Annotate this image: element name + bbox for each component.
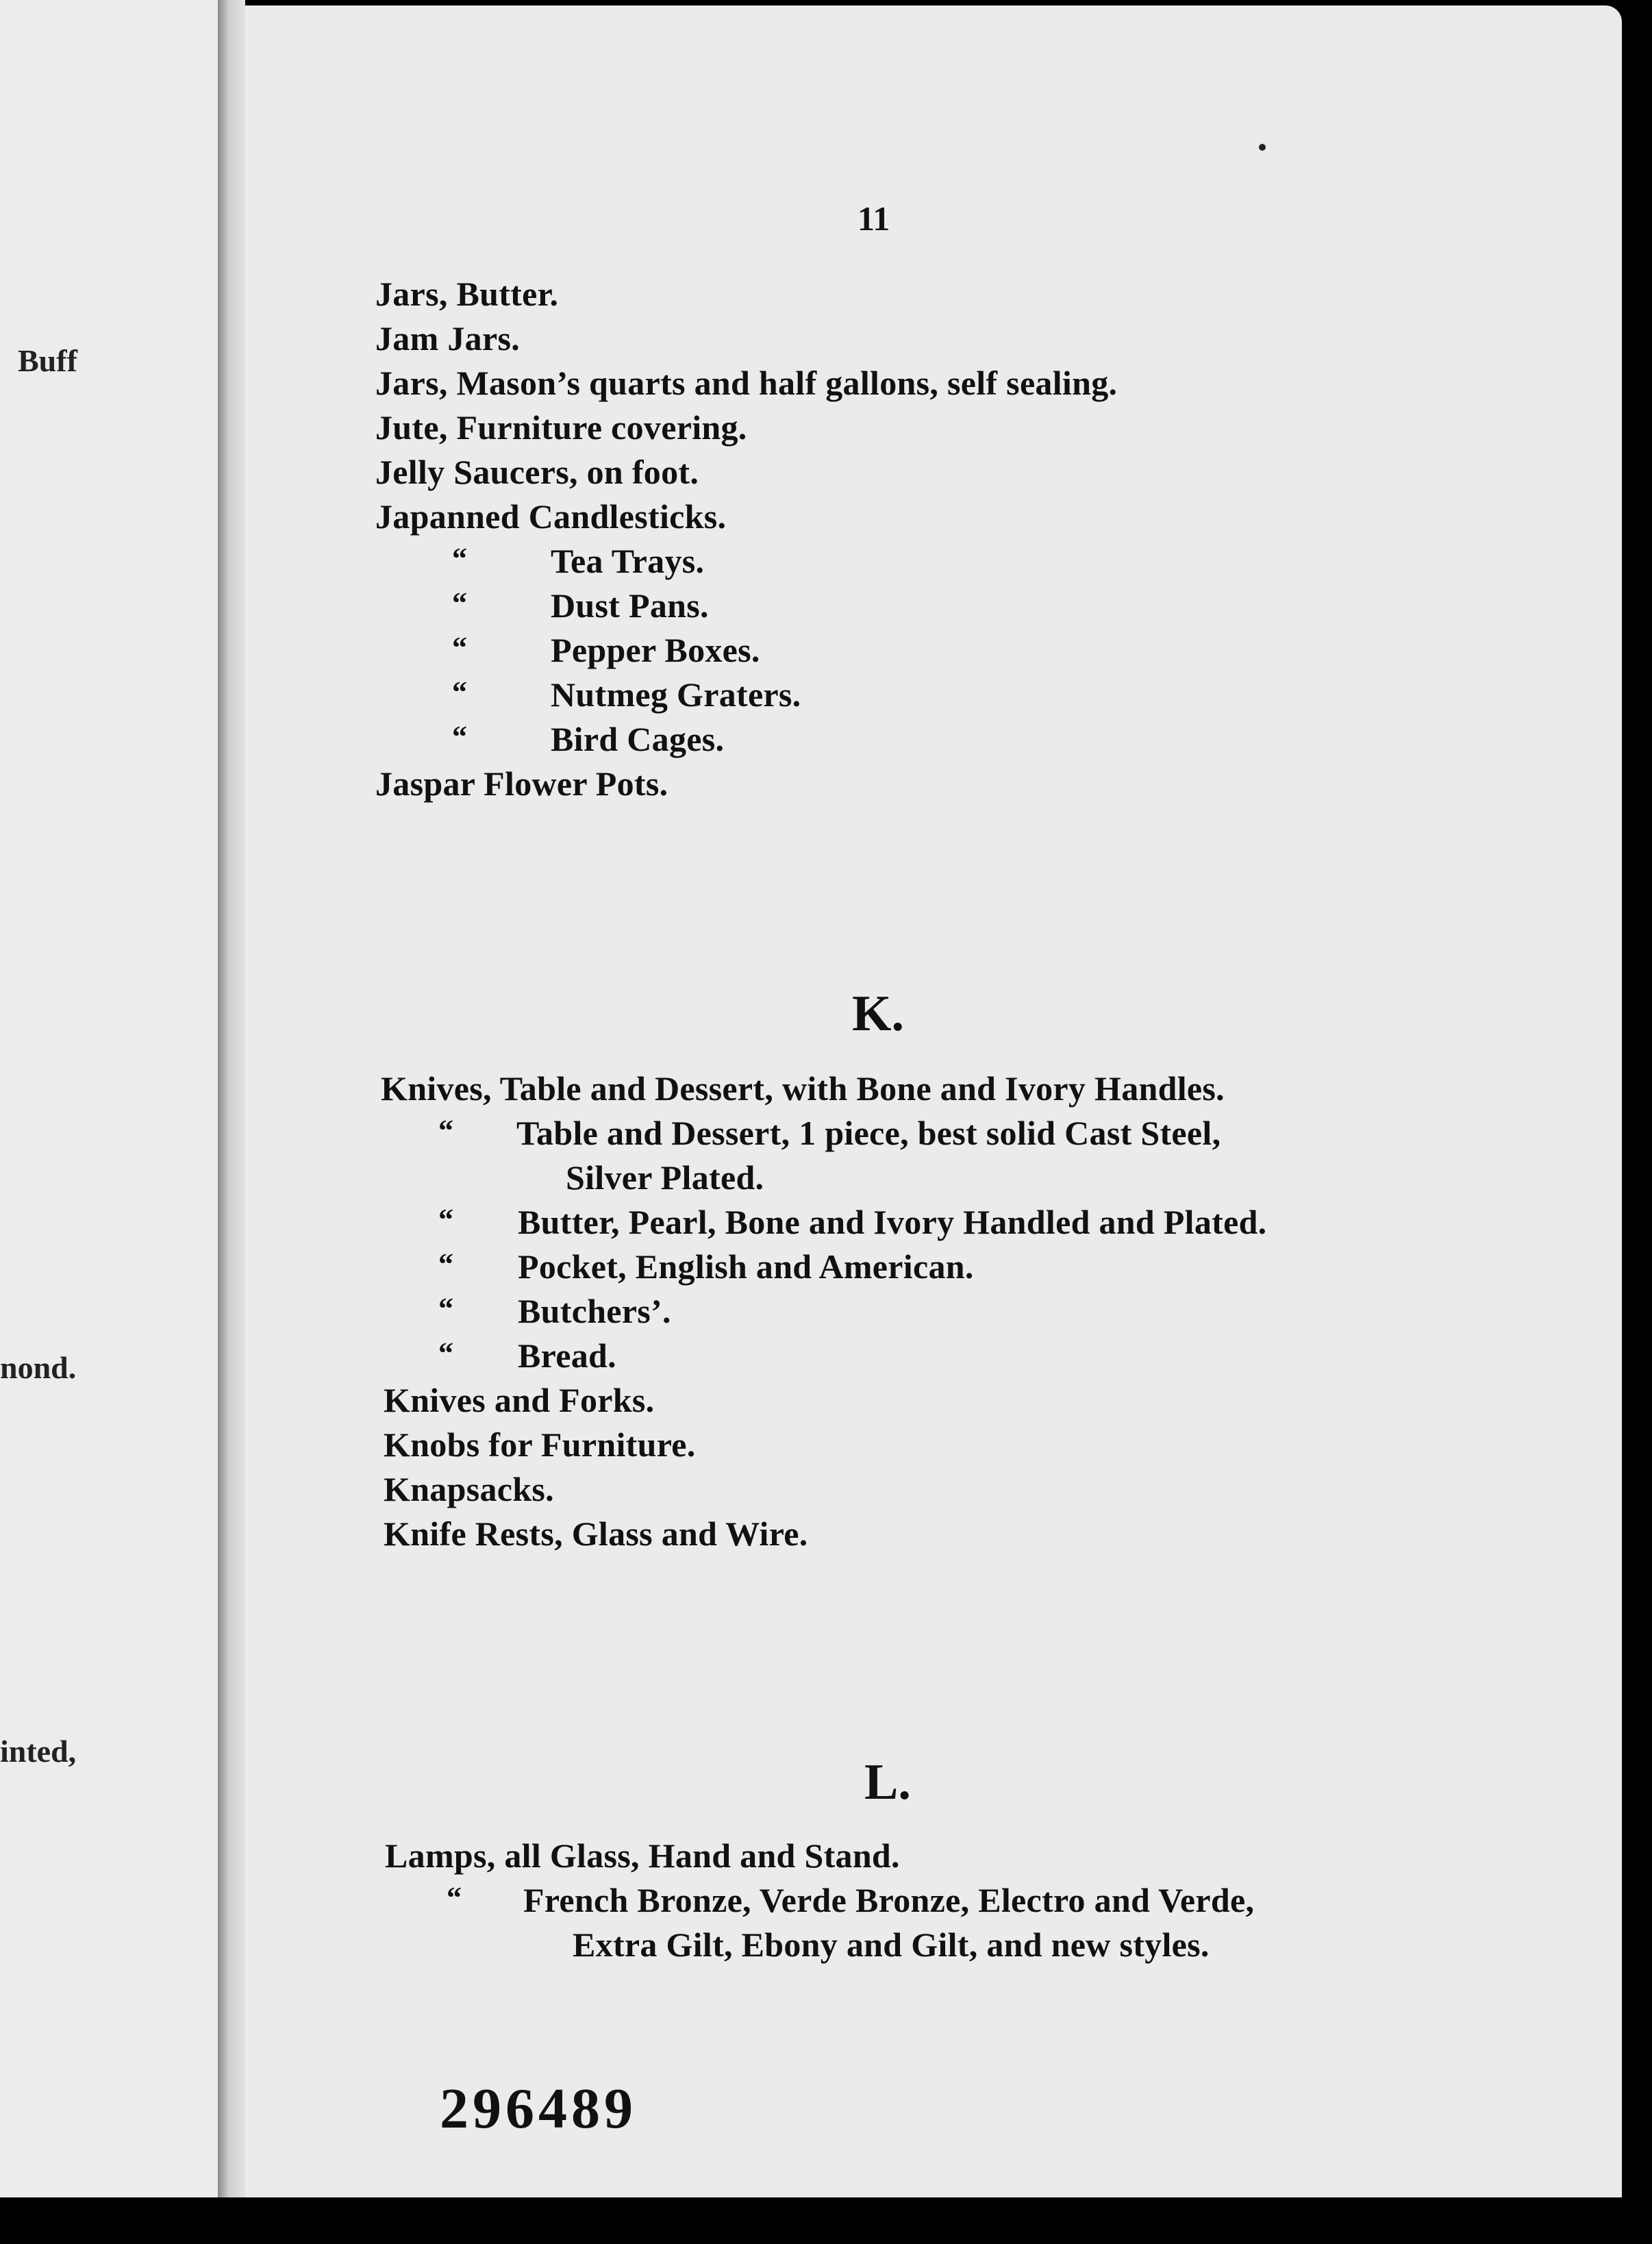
list-item-continuation: Extra Gilt, Ebony and Gilt, and new styles. bbox=[573, 1925, 1210, 1964]
ditto-mark: “ bbox=[438, 1292, 453, 1325]
list-item: Knapsacks. bbox=[384, 1470, 554, 1508]
left-margin-fragment: Buff bbox=[18, 343, 77, 378]
list-item: Knobs for Furniture. bbox=[384, 1425, 696, 1464]
ink-speck bbox=[1259, 144, 1266, 151]
list-item: Knives and Forks. bbox=[384, 1381, 655, 1419]
left-margin-fragment: inted, bbox=[0, 1734, 77, 1769]
ditto-mark: “ bbox=[452, 675, 467, 709]
ditto-mark: “ bbox=[447, 1881, 462, 1915]
list-item: Pepper Boxes. bbox=[551, 631, 760, 669]
list-item: Lamps, all Glass, Hand and Stand. bbox=[385, 1836, 900, 1875]
section-letter-k: K. bbox=[852, 986, 905, 1042]
ditto-mark: “ bbox=[438, 1114, 453, 1147]
page-number: 11 bbox=[858, 199, 890, 238]
ditto-mark: “ bbox=[452, 631, 467, 664]
list-item: French Bronze, Verde Bronze, Electro and Verde, bbox=[523, 1881, 1255, 1919]
list-item: Jars, Butter. bbox=[375, 275, 559, 313]
list-item: Butter, Pearl, Bone and Ivory Handled and Plated. bbox=[518, 1203, 1267, 1241]
list-item: Jaspar Flower Pots. bbox=[375, 764, 668, 803]
ditto-mark: “ bbox=[438, 1203, 453, 1236]
ditto-mark: “ bbox=[452, 586, 467, 620]
list-item: Jute, Furniture covering. bbox=[375, 408, 747, 447]
list-item-continuation: Silver Plated. bbox=[566, 1158, 764, 1197]
list-item: Table and Dessert, 1 piece, best solid Cast Steel, bbox=[516, 1114, 1221, 1152]
ditto-mark: “ bbox=[452, 542, 467, 575]
book-gutter bbox=[218, 0, 245, 2197]
list-item: Japanned Candlesticks. bbox=[375, 497, 727, 536]
list-item: Dust Pans. bbox=[551, 586, 709, 625]
list-item: Jars, Mason’s quarts and half gallons, self sealing. bbox=[375, 364, 1118, 402]
left-margin-fragment: nond. bbox=[0, 1350, 77, 1385]
left-page bbox=[0, 0, 222, 2197]
list-item: Knives, Table and Dessert, with Bone and Ivory Handles. bbox=[381, 1069, 1225, 1108]
list-item: Nutmeg Graters. bbox=[551, 675, 801, 714]
list-item: Butchers’. bbox=[518, 1292, 671, 1330]
list-item: Knife Rests, Glass and Wire. bbox=[384, 1514, 808, 1553]
list-item: Tea Trays. bbox=[551, 542, 705, 580]
ditto-mark: “ bbox=[438, 1247, 453, 1281]
list-item: Bird Cages. bbox=[551, 720, 725, 758]
list-item: Jam Jars. bbox=[375, 319, 521, 358]
list-item: Bread. bbox=[518, 1336, 616, 1375]
section-letter-l: L. bbox=[864, 1754, 911, 1810]
ditto-mark: “ bbox=[438, 1336, 453, 1370]
ditto-mark: “ bbox=[452, 720, 467, 753]
list-item: Jelly Saucers, on foot. bbox=[375, 453, 699, 491]
accession-number-stamp: 296489 bbox=[440, 2077, 637, 2141]
list-item: Pocket, English and American. bbox=[518, 1247, 974, 1286]
